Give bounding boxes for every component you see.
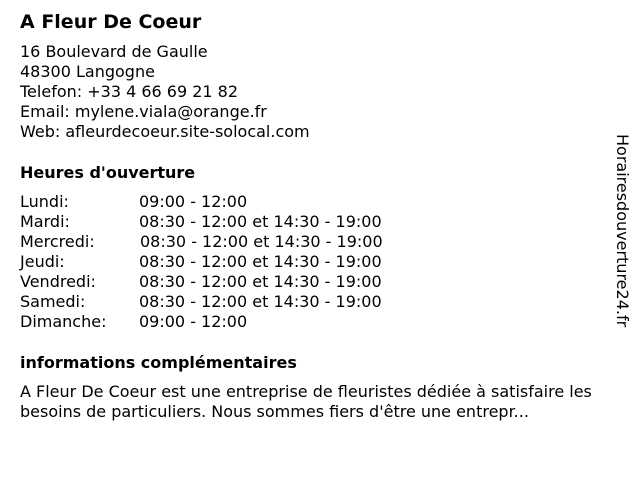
hours-time: 08:30 - 12:00 et 14:30 - 19:00 (139, 252, 382, 271)
hours-day: Lundi: (20, 192, 69, 211)
hours-row-jeudi (20, 252, 610, 272)
phone-line: Telefon: +33 4 66 69 21 82 (20, 82, 239, 101)
info-heading: informations complémentaires (20, 353, 297, 372)
hours-row-vendredi (20, 272, 610, 292)
hours-day: Samedi: (20, 292, 86, 311)
email-line: Email: mylene.viala@orange.fr (20, 102, 267, 121)
business-name: A Fleur De Coeur (20, 11, 202, 33)
hours-day: Mercredi: (20, 232, 95, 251)
hours-day: Dimanche: (20, 312, 107, 331)
web-line: Web: afleurdecoeur.site-solocal.com (20, 122, 310, 141)
hours-heading: Heures d'ouverture (20, 163, 196, 182)
address-city: 48300 Langogne (20, 62, 155, 81)
site-watermark-text: Horairesdouverture24.fr (613, 134, 632, 328)
info-description: A Fleur De Coeur est une entreprise de fleuristes dédiée à satisfaire les besoins de particuliers. Nous sommes fiers d'être une entrepr... (20, 382, 592, 421)
hours-time: 08:30 - 12:00 et 14:30 - 19:00 (140, 232, 383, 251)
hours-row-mardi (20, 212, 610, 232)
hours-day: Jeudi: (20, 252, 65, 271)
hours-time: 08:30 - 12:00 et 14:30 - 19:00 (139, 212, 382, 231)
hours-day: Vendredi: (20, 272, 96, 291)
hours-row-mercredi (20, 232, 610, 252)
hours-row-dimanche (20, 312, 610, 332)
hours-day: Mardi: (20, 212, 70, 231)
hours-table (20, 192, 610, 332)
hours-time: 09:00 - 12:00 (139, 192, 248, 211)
business-card (20, 10, 610, 422)
address-street: 16 Boulevard de Gaulle (20, 42, 208, 61)
hours-row-samedi (20, 292, 610, 312)
hours-time: 09:00 - 12:00 (139, 312, 248, 331)
hours-time: 08:30 - 12:00 et 14:30 - 19:00 (139, 272, 382, 291)
site-watermark (612, 134, 632, 344)
hours-time: 08:30 - 12:00 et 14:30 - 19:00 (139, 292, 382, 311)
hours-row-lundi (20, 192, 610, 212)
